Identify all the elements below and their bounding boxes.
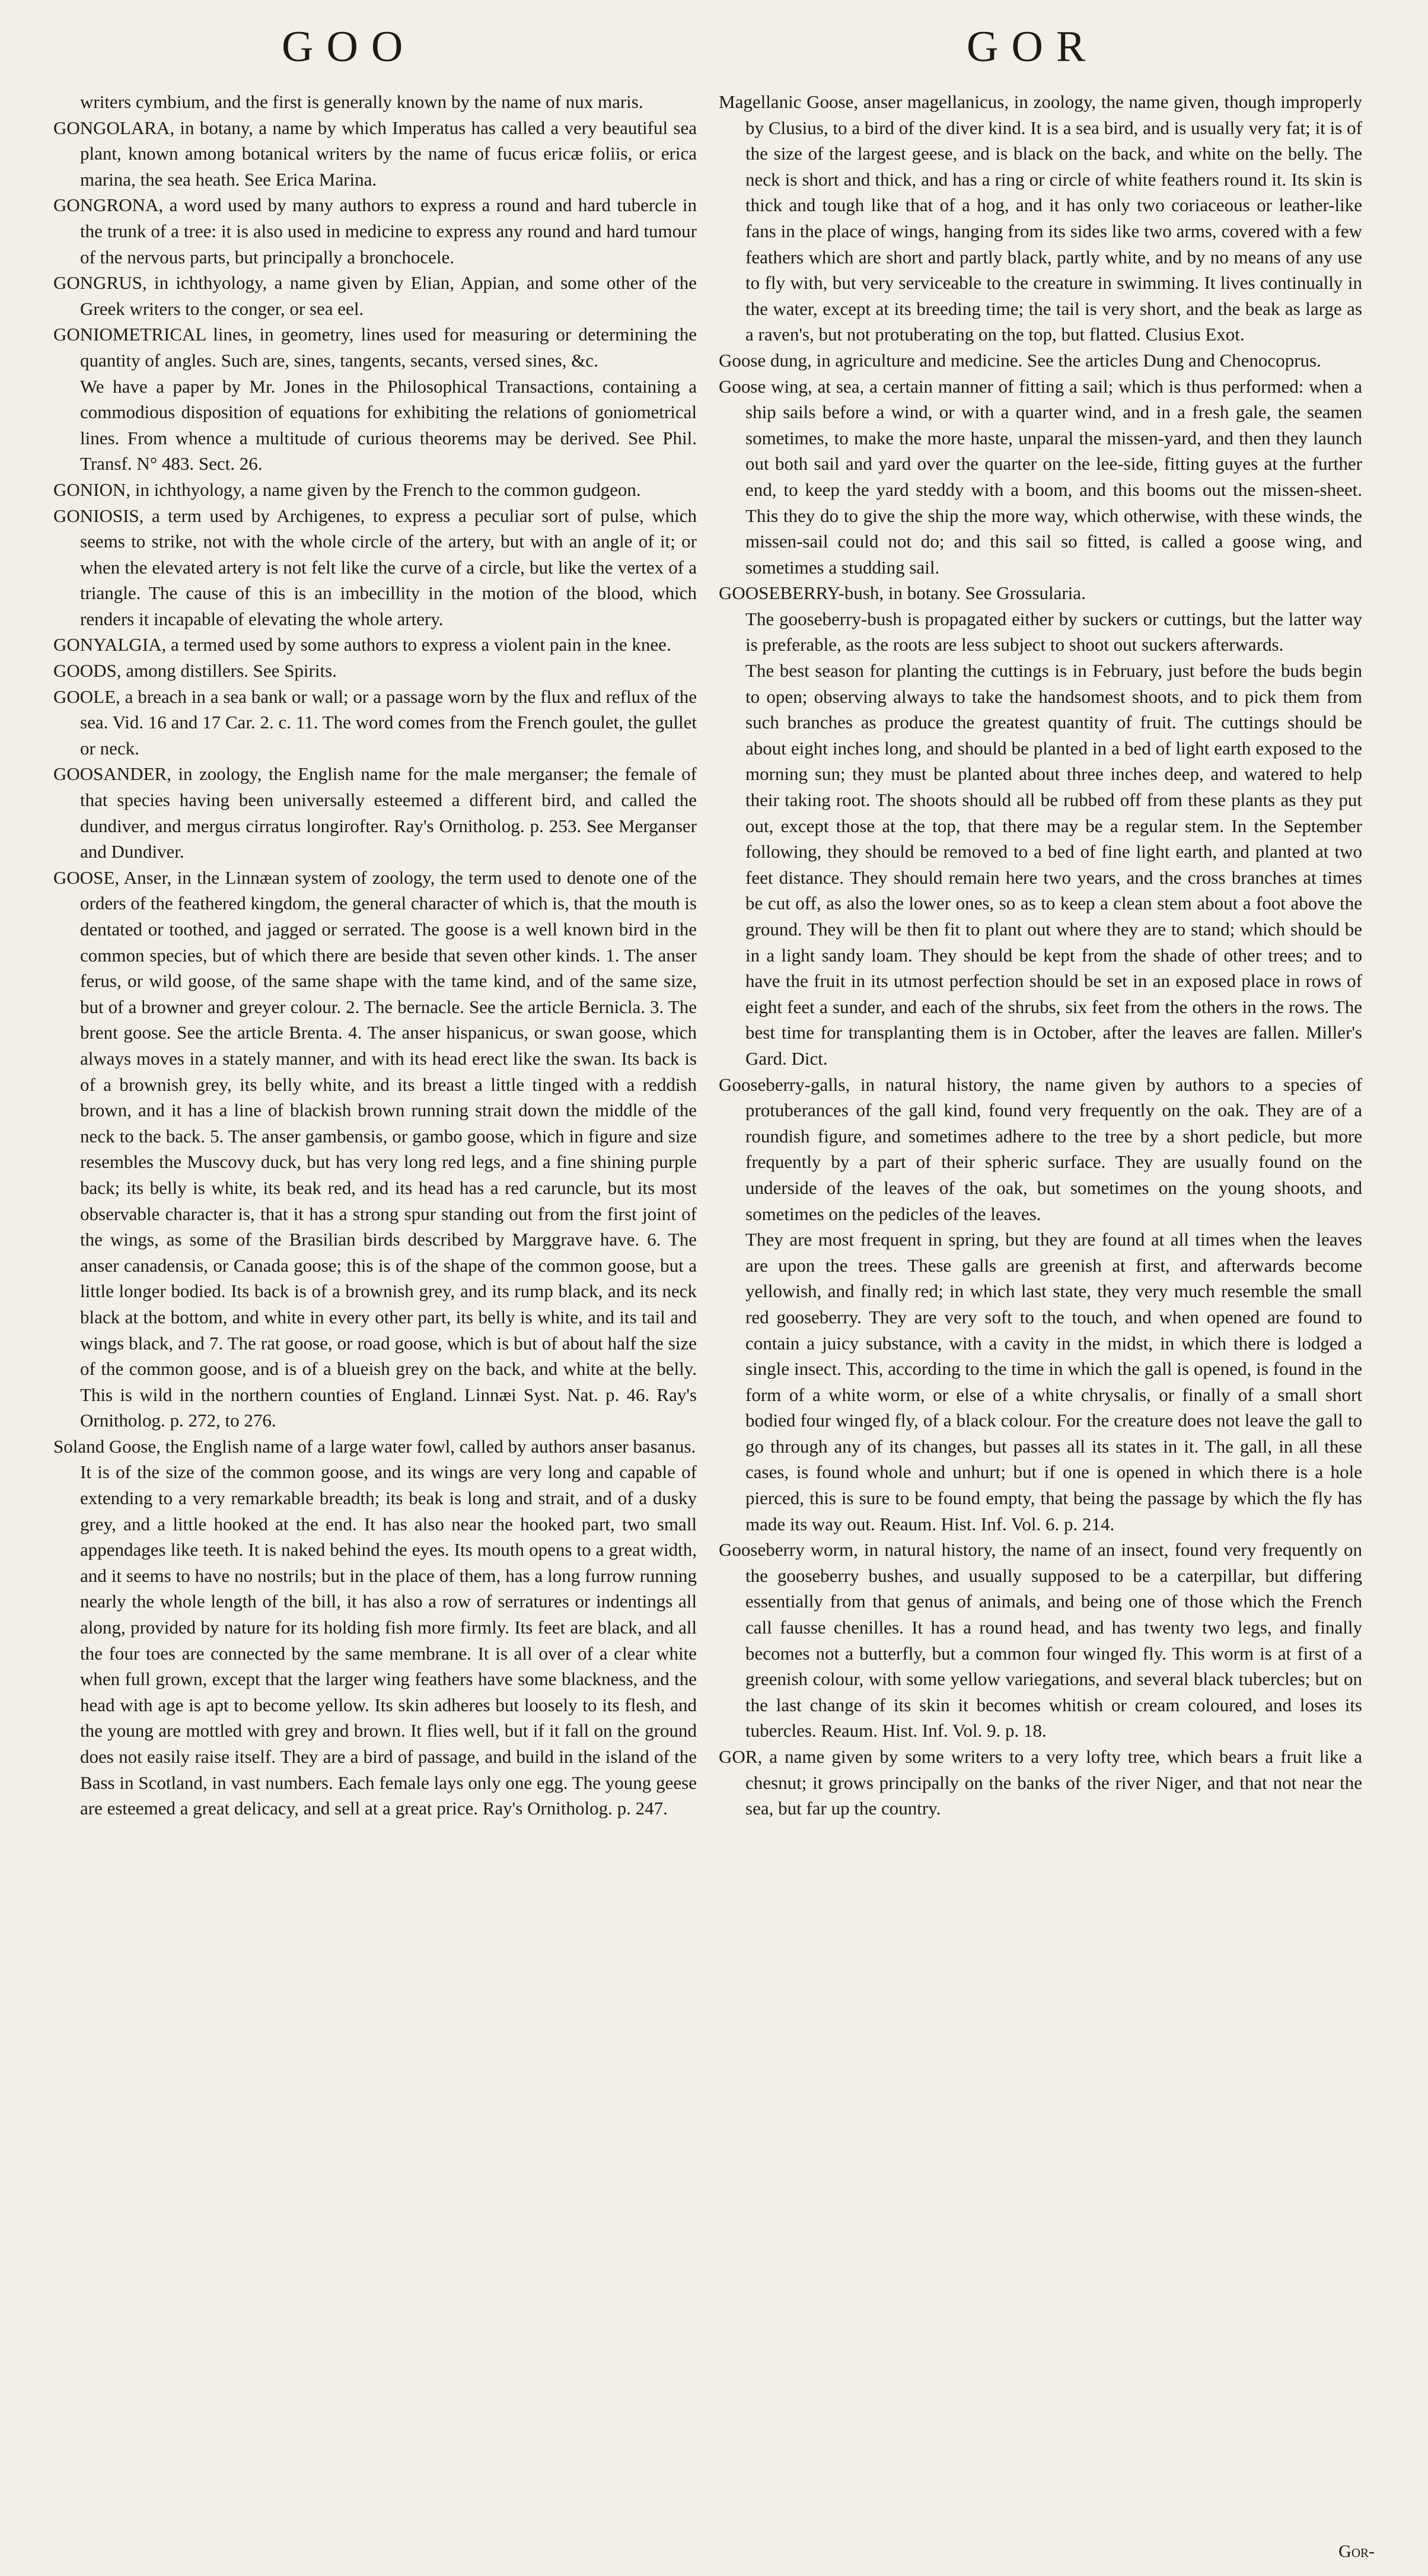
dictionary-entry: Soland Goose, the English name of a large water fowl, called by authors anser basanus. [53, 1435, 696, 1457]
dictionary-entry: GONION, in ichthyology, a name given by the French to the common gudgeon. [53, 479, 641, 500]
dictionary-entry: GOOSEBERRY-bush, in botany. See Grossularia. [719, 582, 1086, 604]
dictionary-entry: GOOSE, Anser, in the Linnæan system of zoology, the term used to denote one of the orders of the feathered kingdom, the general character of which is, that the mouth is dentated or toothed, and jagged or serrated. The goose is a well known bird in the common species, but of which there are beside that seven other kinds. 1. The anser ferus, or wild goose, of the same shape with the tame kind, and of the same size, but of a browner and greyer colour. 2. The bernacle. See the article Bernicla. 3. The brent goose. See the article Brenta. 4. The anser hispanicus, or swan goose, which always moves in a stately manner, and with its head erect like the swan. Its back is of a brownish grey, its belly white, and its breast a little tinged with a reddish brown, and it has a line of blackish brown running strait down the middle of the neck to the back. 5. The anser gambensis, or gambo goose, which in figure and size resembles the Muscovy duck, but has very long red legs, and a fine shining purple back; its belly is white, its beak red, and its head has a red caruncle, but its most observable character is, that it has a strong spur standing out from the first joint of the wings, as some of the Brasilian birds described by Marggrave have. 6. The anser canadensis, or Canada goose; this is of the shape of the common goose, but a little longer bodied. Its back is of a brownish grey, and its rump black, and its neck black at the bottom, and white in every other part, its belly is white, and its tail and wings black, and 7. The rat goose, or road goose, which is but of about half the size of the common goose, and is of a blueish grey on the back, and white at the belly. This is wild in the northern counties of England. Linnæi Syst. Nat. p. 46. Ray's Ornitholog. p. 272, to 276. [53, 867, 697, 1431]
entry-paragraph: writers cymbium, and the first is generally known by the name of nux maris. [80, 91, 643, 112]
entry-paragraph: The best season for planting the cuttings is in February, just before the buds begin to open; observing always to take the handsomest shoots, and to pick them from such branches as produce the greatest quantity of fruit. The cuttings should be about eight inches long, and should be planted in a bed of light earth exposed to the morning sun; they must be planted about three inches deep, and watered to help their taking root. The shoots should all be rubbed off from these plants as they put out, except those at the top, that there may be a regular stem. In the September following, they should be removed to a bed of fine light earth, and planted at two feet distance. They should remain here two years, and the cross branches at times be cut off, as also the lower ones, so as to keep a clean stem about a foot above the ground. They will be then fit to plant out where they are to stand; which should be in a light sandy loam. They should be kept from the shade of other trees; and to have the fruit in its utmost perfection should be set in an exposed place in rows of eight feet a sunder, and each of the shrubs, six feet from the others in the rows. The best time for transplanting them is in October, after the leaves are fallen. Miller's Gard. Dict. [745, 660, 1362, 1069]
right-running-head: GOR [967, 23, 1099, 71]
dictionary-entry: GONIOMETRICAL lines, in geometry, lines used for measuring or determining the quantity of angles. Such are, sines, tangents, secants, versed sines, &c. [53, 324, 697, 371]
entry-paragraph: They are most frequent in spring, but they are found at all times when the leaves are upon the trees. These galls are greenish at first, and afterwards become yellowish, and finally red; in which last state, they very much resemble the small red gooseberry. They are very soft to the touch, and when opened are found to contain a juicy substance, with a cavity in the midst, in which there is lodged a single insect. This, according to the time in which the gall is opened, is found in the form of a white worm, or else of a white chrysalis, or finally of a small short bodied four winged fly, of a black colour. For the creature does not leave the gall to go through any of its changes, but passes all its states in it. The gall, in all these cases, is found whole and unhurt; but if one is opened in which there is a hole pierced, this is sure to be found empty, that being the passage by which the fly has made its way out. Reaum. Hist. Inf. Vol. 6. p. 214. [745, 1229, 1362, 1534]
catchword: Gor- [1338, 2542, 1375, 2561]
dictionary-entry: Magellanic Goose, anser magellanicus, in zoology, the name given, though improperly by Clusius, to a bird of the diver kind. It is a sea bird, and is usually very fat; it is of the size of the largest geese, and is black on the back, and white on the belly. The neck is short and thick, and has a ring or circle of white feathers round it. Its skin is thick and tough like that of a hog, and it has only two coriaceous or leather-like fans in the place of wings, hanging from its sides like two arms, covered with a few feathers which are short and partly black, partly white, and by no means of any use to fly with, but very serviceable to the creature in swimming. It lives continually in the water, except at its breeding time; the tail is very short, and the beak as large as a raven's, but not protuberating on the top, but flatted. Clusius Exot. [719, 91, 1362, 345]
dictionary-entry: GOODS, among distillers. See Spirits. [53, 660, 337, 682]
dictionary-entry: GONYALGIA, a termed used by some authors to express a violent pain in the knee. [53, 634, 671, 655]
dictionary-entry: GOR, a name given by some writers to a very lofty tree, which bears a fruit like a chesnut; it grows principally on the banks of the river Niger, and that not near the sea, but far up the country. [719, 1746, 1362, 1819]
dictionary-entry: GONIOSIS, a term used by Archigenes, to express a peculiar sort of pulse, which seems to strike, not with the whole circle of the artery, but with an angle of it; or when the elevated artery is not felt like the curve of a circle, but like the vertex of a triangle. The cause of this is an imbecillity in the motion of the blood, which renders it incapable of elevating the whole artery. [53, 505, 697, 629]
left-text-column [53, 89, 697, 2533]
dictionary-entry: Gooseberry worm, in natural history, the name of an insect, found very frequently on the gooseberry bushes, and usually supposed to be a caterpillar, but differing essentially from that genus of animals, and being one of those which the French call fausse chenilles. It has a round head, and has twenty two legs, and finally becomes not a butterfly, but a common four winged fly. This worm is at first of a greenish colour, with some yellow variegations, and several black tubercles; but on the last change of its skin it becomes whitish or cream coloured, and loses its tubercles. Reaum. Hist. Inf. Vol. 9. p. 18. [719, 1539, 1362, 1741]
right-text-column [719, 89, 1362, 2533]
entry-paragraph: It is of the size of the common goose, and its wings are very long and capable of extending to a very remarkable breadth; its beak is long and strait, and of a dusky grey, and a little hooked at the end. It has also near the hooked part, two small appendages like teeth. It is naked behind the eyes. Its mouth opens to a great width, and it seems to have no nostrils; but in the place of them, has a long furrow running nearly the whole length of the bill, it has also a row of serratures or indentings all along, provided by nature for its holding fish more firmly. Its feet are black, and all the four toes are connected by the same membrane. It is all over of a clear white when full grown, except that the larger wing feathers have some blackness, and the head with age is apt to become yellow. Its skin adheres but loosely to its flesh, and the young are mottled with grey and brown. It flies well, but if it fall on the ground does not easily raise itself. They are a bird of passage, and build in the island of the Bass in Scotland, in vast numbers. Each female lays only one egg. The young geese are esteemed a great delicacy, and sell at a great price. Ray's Ornitholog. p. 247. [80, 1461, 697, 1819]
left-running-head: GOO [282, 23, 416, 71]
entry-paragraph: We have a paper by Mr. Jones in the Philosophical Transactions, containing a commodious disposition of equations for exhibiting the relations of goniometrical lines. From whence a multitude of curious theorems may be derived. See Phil. Transf. N° 483. Sect. 26. [80, 375, 697, 475]
entry-paragraph: The gooseberry-bush is propagated either by suckers or cuttings, but the latter way is preferable, as the roots are less subject to shoot out suckers afterwards. [745, 608, 1362, 655]
dictionary-entry: GOOSANDER, in zoology, the English name for the male merganser; the female of that species having been universally esteemed a different bird, and called the dundiver, and mergus cirratus longirofter. Ray's Ornitholog. p. 253. See Merganser and Dundiver. [53, 763, 697, 862]
dictionary-entry: Goose wing, at sea, a certain manner of fitting a sail; which is thus performed: when a ship sails before a wind, or with a quarter wind, and in a fresh gale, the seamen sometimes, to make the more haste, unparal the missen-yard, and then they launch out both sail and yard over the quarter on the lee-side, fitting guyes at the further end, to keep the yard steddy with a boom, and this booms out the missen-sheet. This they do to give the ship the more way, which otherwise, with these winds, the missen-sail could not do; and this sail so fitted, is called a goose wing, and sometimes a studding sail. [719, 375, 1362, 578]
dictionary-entry: GONGOLARA, in botany, a name by which Imperatus has called a very beautiful sea plant, known among botanical writers by the name of fucus ericæ foliis, or erica marina, the sea heath. See Erica Marina. [53, 117, 697, 190]
dictionary-entry: Gooseberry-galls, in natural history, the name given by authors to a species of protuberances of the gall kind, found very frequently on the oak. They are of a roundish figure, and sometimes adhere to the tree by a short pedicle, but more frequently by a part of their spheric surface. They are usually found on the underside of the leaves of the oak, but sometimes on the young shoots, and sometimes on the pedicles of the leaves. [719, 1074, 1362, 1224]
dictionary-entry: GONGRUS, in ichthyology, a name given by Elian, Appian, and some other of the Greek writers to the conger, or sea eel. [53, 272, 697, 319]
dictionary-entry: GONGRONA, a word used by many authors to express a round and hard tubercle in the trunk of a tree: it is also used in medicine to express any round and hard tumour of the nervous parts, but principally a bronchocele. [53, 195, 697, 268]
dictionary-entry: Goose dung, in agriculture and medicine. See the articles Dung and Chenocoprus. [719, 349, 1321, 371]
dictionary-entry: GOOLE, a breach in a sea bank or wall; or a passage worn by the flux and reflux of the sea. Vid. 16 and 17 Car. 2. c. 11. The word comes from the French goulet, the gullet or neck. [53, 686, 697, 759]
